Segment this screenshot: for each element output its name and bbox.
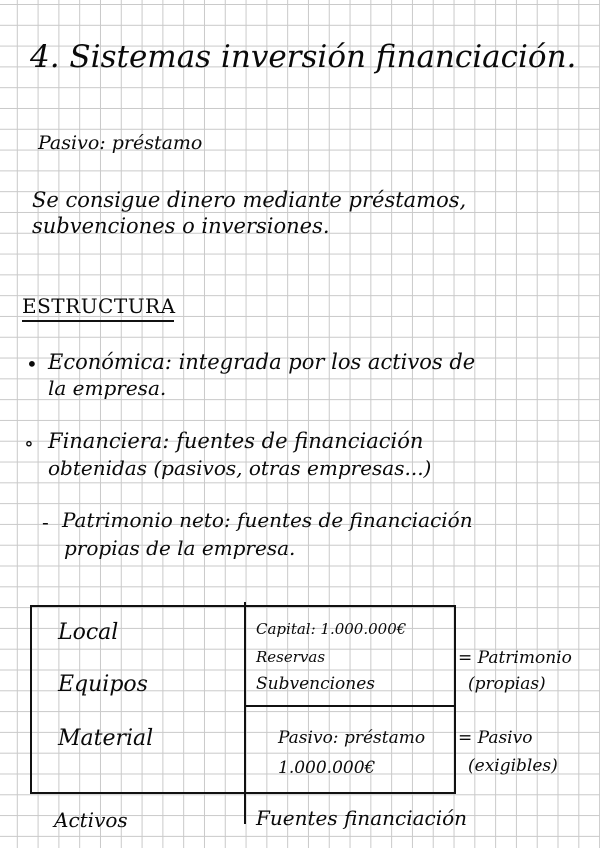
footer-activos: Activos	[54, 808, 128, 832]
bullet-economica-line-1: Económica: integrada por los activos de	[48, 350, 476, 374]
bullet-financiera-line-2: obtenidas (pasivos, otras empresas...)	[48, 456, 432, 480]
footer-fuentes: Fuentes financiación	[256, 806, 468, 830]
patrimonio-item: Reservas	[256, 648, 326, 666]
table-divider-vertical	[244, 602, 246, 824]
intro-line-2: subvenciones o inversiones.	[32, 214, 330, 238]
activo-item: Local	[58, 620, 119, 645]
bullet-marker: ∘	[24, 431, 34, 455]
pasivo-label: = Pasivo	[458, 728, 533, 748]
patrimonio-item: Capital: 1.000.000€	[256, 620, 407, 638]
patrimonio-item: Subvenciones	[256, 674, 376, 694]
activo-item: Material	[58, 726, 154, 751]
bullet-financiera-line-1: Financiera: fuentes de financiación	[48, 429, 424, 453]
bullet-marker: -	[42, 510, 49, 534]
section-heading: ESTRUCTURA	[22, 294, 176, 318]
bullet-economica-line-2: la empresa.	[48, 376, 167, 400]
patrimonio-note: (propias)	[468, 674, 546, 694]
subtitle: Pasivo: préstamo	[38, 132, 203, 154]
table-divider-horizontal	[244, 705, 456, 707]
pasivo-item: Pasivo: préstamo	[278, 728, 426, 748]
page-title: 4. Sistemas inversión financiación.	[30, 39, 577, 75]
bullet-patrimonio-line-2: propias de la empresa.	[64, 536, 296, 560]
activo-item: Equipos	[58, 672, 148, 697]
intro-line-1: Se consigue dinero mediante préstamos,	[32, 188, 467, 212]
patrimonio-label: = Patrimonio	[458, 648, 572, 668]
bullet-patrimonio-line-1: Patrimonio neto: fuentes de financiación	[62, 508, 473, 532]
pasivo-item: 1.000.000€	[278, 758, 376, 778]
bullet-marker: •	[26, 352, 38, 376]
section-underline	[22, 320, 174, 322]
pasivo-note: (exigibles)	[468, 756, 558, 776]
